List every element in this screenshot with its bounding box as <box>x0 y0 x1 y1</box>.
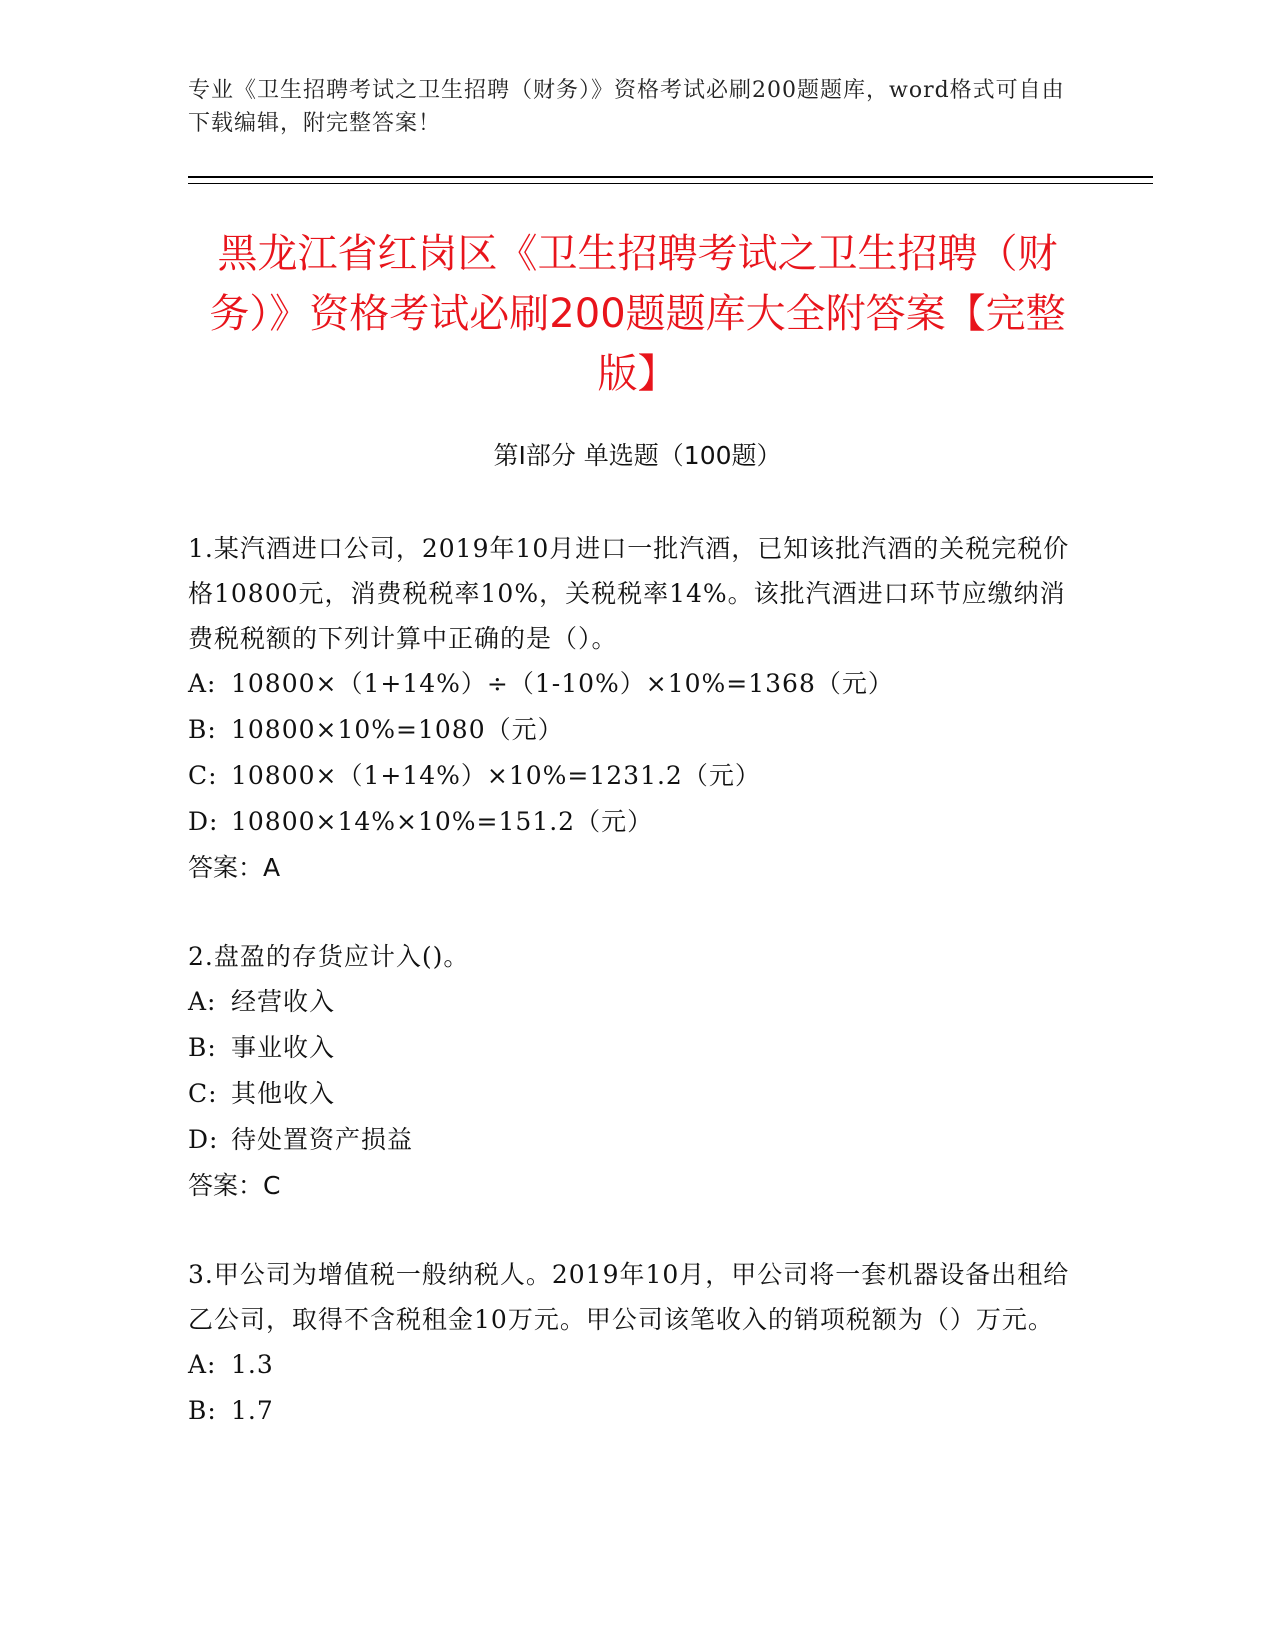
option-text: 10800×14%×10%=151.2（元） <box>231 807 654 836</box>
option-a <box>188 1342 1078 1388</box>
option-text: 10800×（1+14%）×10%=1231.2（元） <box>231 761 761 790</box>
option-letter: D: <box>188 1125 219 1154</box>
option-letter: C: <box>188 1079 218 1108</box>
question-answer: 答案：A <box>188 853 281 882</box>
option-letter: A: <box>188 1350 217 1379</box>
option-c <box>188 1071 1078 1117</box>
question-1 <box>188 526 1078 891</box>
option-letter: D: <box>188 807 219 836</box>
option-text: 其他收入 <box>231 1079 336 1108</box>
question-3 <box>188 1252 1078 1434</box>
option-c <box>188 753 1078 799</box>
question-list <box>188 526 1078 1477</box>
question-answer: 答案：C <box>188 1171 281 1200</box>
option-letter: C: <box>188 761 218 790</box>
question-stem: 2.盘盈的存货应计入()。 <box>188 942 470 971</box>
option-letter: B: <box>188 1033 217 1062</box>
option-text: 1.7 <box>231 1396 274 1425</box>
option-text: 经营收入 <box>231 987 336 1016</box>
option-text: 10800×（1+14%）÷（1-10%）×10%=1368（元） <box>231 669 894 698</box>
option-d <box>188 799 1078 845</box>
question-stem: 1.某汽酒进口公司，2019年10月进口一批汽酒，已知该批汽酒的关税完税价格10800元，消费税税率10%，关税税率14%。该批汽酒进口环节应缴纳消费税税额的下列计算中正确的是（）。 <box>188 534 1070 653</box>
question-2 <box>188 934 1078 1209</box>
option-d <box>188 1117 1078 1163</box>
option-letter: B: <box>188 1396 217 1425</box>
option-a <box>188 979 1078 1025</box>
question-stem: 3.甲公司为增值税一般纳税人。2019年10月，甲公司将一套机器设备出租给乙公司，取得不含税租金10万元。甲公司该笔收入的销项税额为（）万元。 <box>188 1260 1070 1334</box>
option-text: 待处置资产损益 <box>231 1125 414 1154</box>
option-letter: A: <box>188 987 217 1016</box>
header-rule-thin <box>188 183 1153 184</box>
section-heading: 第Ⅰ部分 单选题（100题） <box>493 441 782 470</box>
option-a <box>188 661 1078 707</box>
option-letter: B: <box>188 715 217 744</box>
option-letter: A: <box>188 669 217 698</box>
option-b <box>188 707 1078 753</box>
header-rule-thick <box>188 176 1153 178</box>
document-title: 黑龙江省红岗区《卫生招聘考试之卫生招聘（财务）》资格考试必刷200题题库大全附答案【完整版】 <box>209 231 1066 397</box>
option-text: 10800×10%=1080（元） <box>231 715 564 744</box>
option-b <box>188 1388 1078 1434</box>
option-b <box>188 1025 1078 1071</box>
option-text: 1.3 <box>231 1350 274 1379</box>
option-text: 事业收入 <box>231 1033 336 1062</box>
header-note: 专业《卫生招聘考试之卫生招聘（财务）》资格考试必刷200题题库，word格式可自由下载编辑，附完整答案！ <box>188 78 1065 136</box>
